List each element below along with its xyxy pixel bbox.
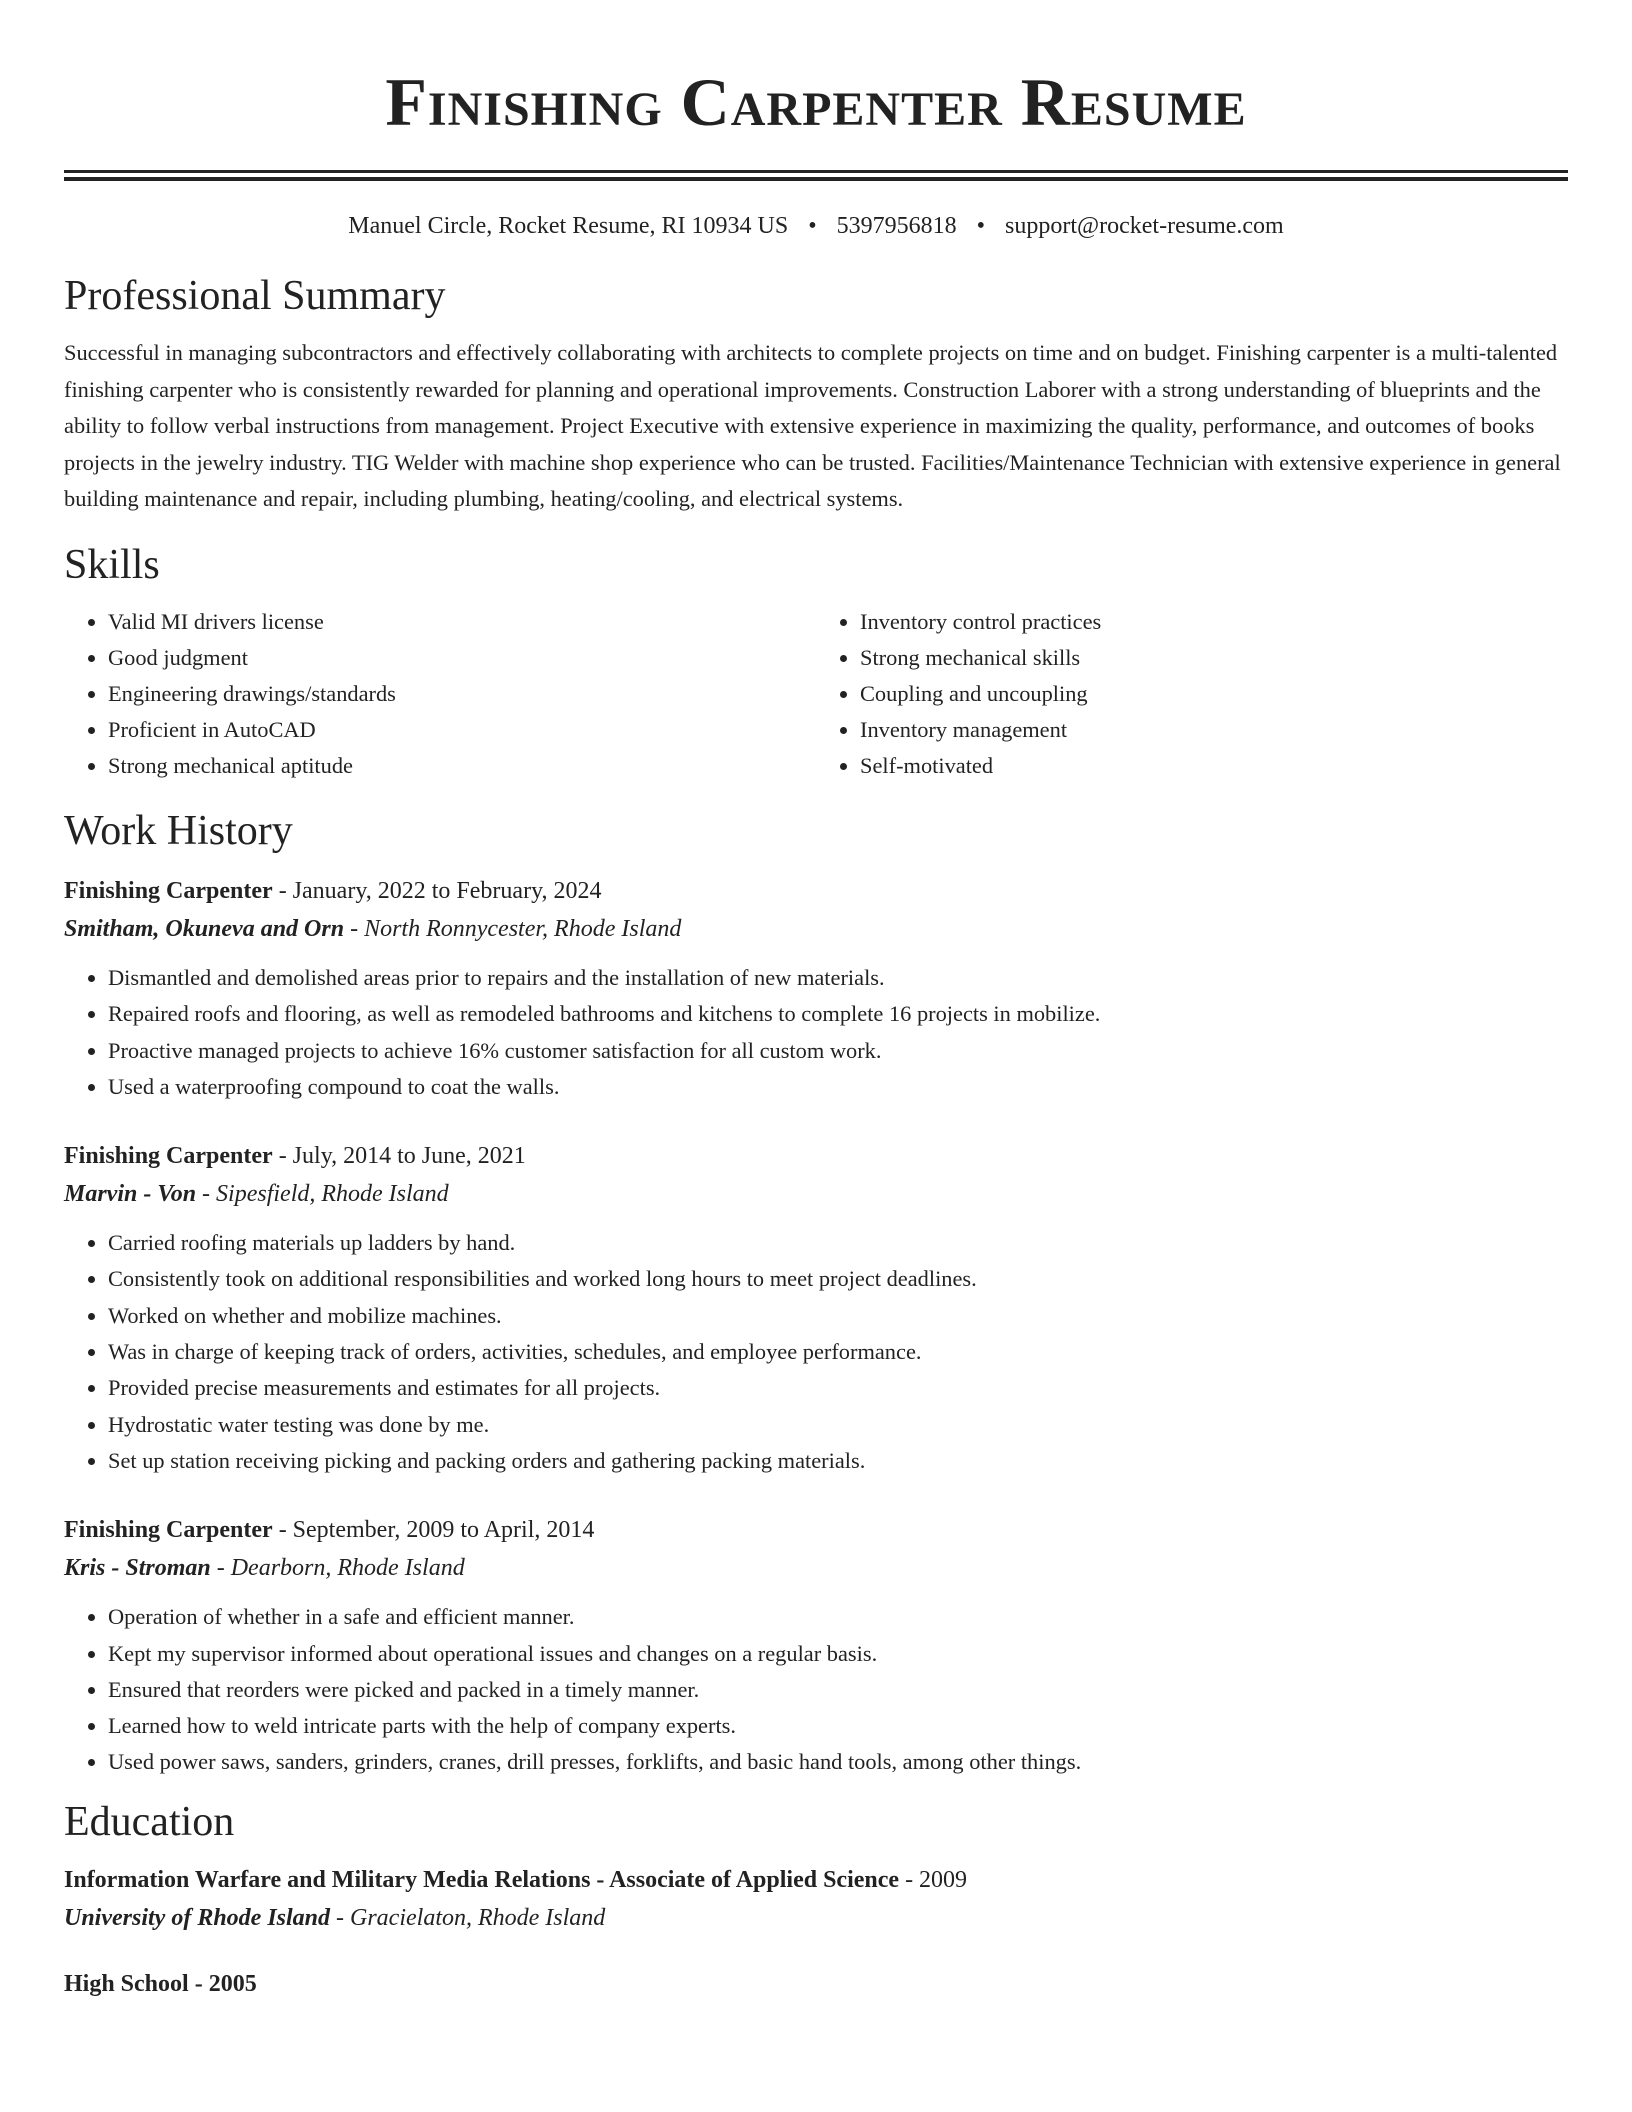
skill-item: • Strong mechanical aptitude (108, 748, 816, 784)
job-title-line (64, 1511, 1568, 1549)
skill-item: • Strong mechanical skills (860, 640, 1568, 676)
resume-title: Finishing Carpenter Resume (385, 64, 1247, 140)
skills-column-left (64, 604, 816, 784)
job-title-line (64, 872, 1568, 910)
job-company-line (64, 910, 1568, 948)
skill-item: • Self-motivated (860, 748, 1568, 784)
job-bullet: • Kept my supervisor informed about operational issues and changes on a regular basis. (108, 1636, 1568, 1672)
contact-separator: • (976, 213, 986, 239)
job-bullet: • Used power saws, sanders, grinders, cranes, drill presses, forklifts, and basic hand tools, among other things. (108, 1744, 1568, 1780)
job-bullet: • Set up station receiving picking and packing orders and gathering packing materials. (108, 1443, 1568, 1479)
education-location: - Gracielaton, Rhode Island (330, 1904, 606, 1931)
job-bullet: • Hydrostatic water testing was done by me. (108, 1407, 1568, 1443)
job-company-line (64, 1175, 1568, 1213)
summary-heading: Professional Summary (64, 273, 446, 319)
education-heading: Education (64, 1798, 235, 1845)
job-bullet: • Operation of whether in a safe and efficient manner. (108, 1599, 1568, 1635)
contact-phone: 5397956818 (836, 213, 957, 239)
education-entry (64, 1965, 1568, 2003)
job-company: Kris - Stroman (64, 1555, 211, 1582)
job-bullet: • Worked on whether and mobilize machines. (108, 1298, 1568, 1334)
job-bullets (64, 960, 1568, 1105)
skills-heading: Skills (64, 541, 160, 588)
job-company-line (64, 1549, 1568, 1587)
skill-item: • Good judgment (108, 640, 816, 676)
job-bullet: • Consistently took on additional responsibilities and worked long hours to meet project deadlines. (108, 1261, 1568, 1297)
skills-list (64, 604, 1568, 784)
job-dates: - January, 2022 to February, 2024 (272, 877, 602, 904)
job-location: - North Ronnycester, Rhode Island (344, 915, 682, 942)
job-title: Finishing Carpenter (64, 877, 273, 904)
title-divider (64, 170, 1568, 181)
work-history-heading: Work History (64, 807, 293, 854)
skill-item: • Coupling and uncoupling (860, 676, 1568, 712)
job-dates: - September, 2009 to April, 2014 (272, 1517, 595, 1544)
skill-item: • Engineering drawings/standards (108, 676, 816, 712)
job-bullet: • Ensured that reorders were picked and packed in a timely manner. (108, 1672, 1568, 1708)
job-bullets (64, 1599, 1568, 1780)
skill-item: • Proficient in AutoCAD (108, 712, 816, 748)
job-dates: - July, 2014 to June, 2021 (272, 1143, 526, 1170)
education-school: University of Rhode Island (64, 1904, 331, 1931)
contact-email: support@rocket-resume.com (1005, 213, 1284, 239)
skills-column-right (816, 604, 1568, 784)
job-bullet: • Was in charge of keeping track of orders, activities, schedules, and employee performance. (108, 1334, 1568, 1370)
education-entry (64, 1861, 1568, 1937)
education-year: - 2005 (188, 1970, 257, 1997)
education-school-line (64, 1899, 1568, 1937)
job-bullet: • Proactive managed projects to achieve 16% customer satisfaction for all custom work. (108, 1033, 1568, 1069)
education-degree: Information Warfare and Military Media Relations - Associate of Applied Science (64, 1866, 900, 1893)
job-bullets (64, 1225, 1568, 1479)
skill-item: • Inventory management (860, 712, 1568, 748)
job-bullet: • Used a waterproofing compound to coat the walls. (108, 1069, 1568, 1105)
skill-item: • Inventory control practices (860, 604, 1568, 640)
job-bullet: • Carried roofing materials up ladders by hand. (108, 1225, 1568, 1261)
education-degree-line (64, 1965, 1568, 2003)
skill-item: • Valid MI drivers license (108, 604, 816, 640)
job-bullet: • Repaired roofs and flooring, as well as remodeled bathrooms and kitchens to complete 16 projects in mobilize. (108, 996, 1568, 1032)
job-bullet: • Provided precise measurements and estimates for all projects. (108, 1370, 1568, 1406)
job-location: - Dearborn, Rhode Island (210, 1555, 465, 1582)
job-bullet: • Learned how to weld intricate parts with the help of company experts. (108, 1708, 1568, 1744)
education-degree-line (64, 1861, 1568, 1899)
job-title-line (64, 1137, 1568, 1175)
job-entry (64, 1137, 1568, 1479)
job-title: Finishing Carpenter (64, 1143, 273, 1170)
job-location: - Sipesfield, Rhode Island (196, 1181, 449, 1208)
education-year: - 2009 (899, 1866, 968, 1893)
job-company: Smitham, Okuneva and Orn (64, 915, 345, 942)
job-company: Marvin - Von (64, 1181, 197, 1208)
job-bullet: • Dismantled and demolished areas prior to repairs and the installation of new materials. (108, 960, 1568, 996)
summary-text: Successful in managing subcontractors and effectively collaborating with architects to complete projects on time and on budget. Finishing carpenter is a multi-talented finishing carpenter who is consistently rewarded for planning and operational improvements. Construction Laborer with a strong understanding of blueprints and the ability to follow verbal instructions from management. Project Executive with extensive experience in maximizing the quality, performance, and outcomes of books projects in the jewelry industry. TIG Welder with machine shop experience who can be trusted. Facilities/Maintenance Technician with extensive experience in general building maintenance and repair, including plumbing, heating/cooling, and electrical systems. (64, 340, 1561, 512)
contact-separator: • (808, 213, 817, 239)
contact-address: Manuel Circle, Rocket Resume, RI 10934 US (348, 213, 789, 239)
job-entry (64, 1511, 1568, 1780)
contact-line (64, 211, 1568, 241)
job-entry (64, 872, 1568, 1105)
education-degree: High School (64, 1970, 189, 1997)
job-title: Finishing Carpenter (64, 1517, 273, 1544)
